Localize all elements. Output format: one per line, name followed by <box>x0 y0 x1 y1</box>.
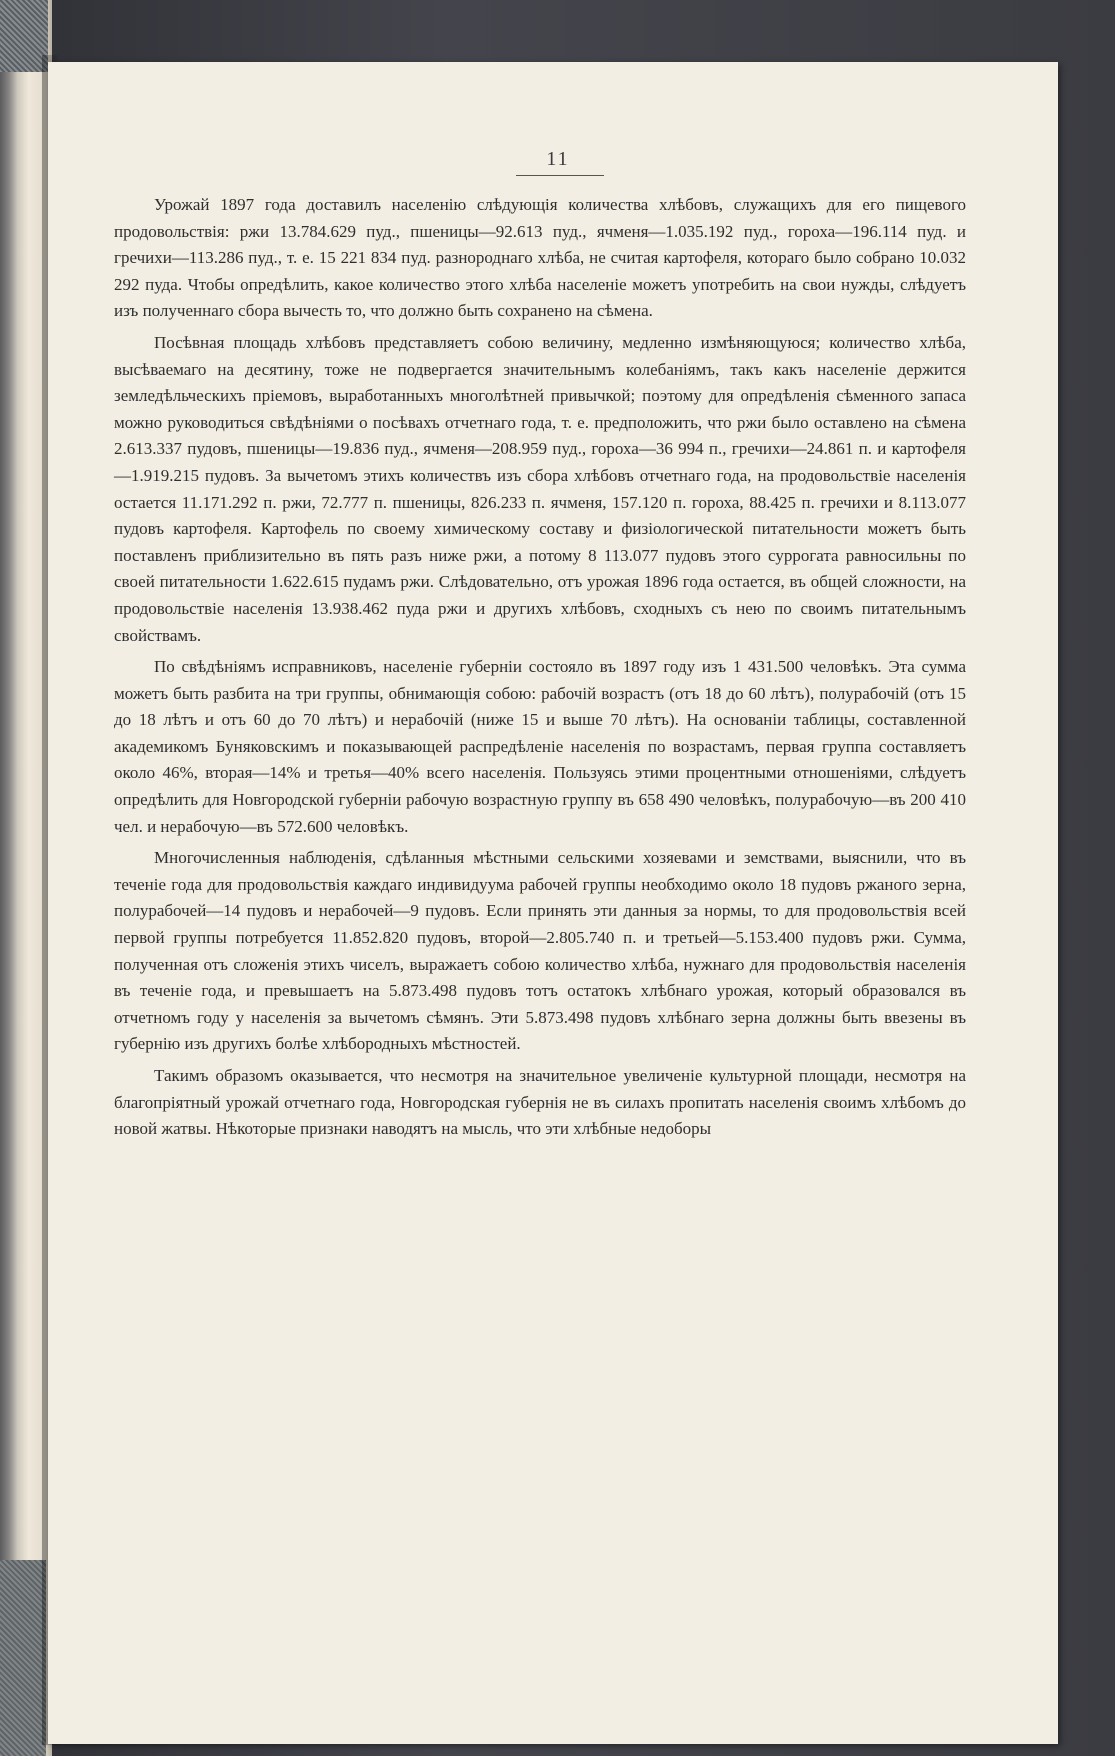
binding-cloth-top <box>0 0 48 72</box>
binding-cloth-bottom <box>0 1560 46 1756</box>
book-page <box>48 62 1058 1744</box>
page-number-rule <box>516 175 604 176</box>
paragraph-conclusion: Такимъ образомъ оказывается, что несмотря на значительное увеличеніе культурной площади, несмотря на благопріятный урожай отчетнаго года, Новгородская губернія не въ силахъ пропитать населенія своимъ хлѣбомъ до новой жатвы. Нѣкоторые признаки наводятъ на мысль, что эти хлѣбные недоборы <box>114 1066 966 1139</box>
page-number: 11 <box>546 148 570 170</box>
paragraph-population: По свѣдѣніямъ исправниковъ, населеніе губерніи состояло въ 1897 году изъ 1 431.500 человѣкъ. Эта сумма можетъ быть разбита на три группы, обнимающія собою: рабочій возрастъ (отъ 18 до 60 лѣтъ), полурабочій (отъ 15 до 18 лѣтъ и отъ 60 до 70 лѣтъ) и нерабочій (ниже 15 и выше 70 лѣтъ). На основаніи таблицы, составленной академикомъ Буняковскимъ и показывающей распредѣленіе населенія по возрастамъ, первая группа составляетъ около 46%, вторая—14% и третья—40% всего населенія. Пользуясь этими процентными отношеніями, слѣдуетъ опредѣлить для Новгородской губерніи рабочую возрастную группу въ 658 490 человѣкъ, полурабочую—въ 200 410 чел. и нерабочую—въ 572.600 человѣкъ. <box>114 657 966 836</box>
paragraph-consumption-norms: Многочисленныя наблюденія, сдѣланныя мѣстными сельскими хозяевами и земствами, выяснили, что въ теченіе года для продовольствія каждаго индивидуума рабочей группы необходимо около 18 пудовъ ржаного зерна, полурабочей—14 пудовъ и нерабочей—9 пудовъ. Если принять эти данныя за нормы, то для продовольствія всей первой группы потребуется 11.852.820 пудовъ, второй—2.805.740 п. и третьей—5.153.400 пудовъ ржи. Сумма, полученная отъ сложенія этихъ чиселъ, выражаетъ собою количество хлѣба, нужнаго для продовольствія населенія въ теченіе года, и превышаетъ на 5.873.498 пудовъ тотъ остатокъ хлѣбнаго урожая, который образовался въ отчетномъ году у населенія за вычетомъ сѣмянъ. Эти 5.873.498 пудовъ хлѣбнаго зерна должны быть ввезены въ губернію изъ другихъ болѣе хлѣбородныхъ мѣстностей. <box>114 848 966 1054</box>
body-text <box>114 192 966 1148</box>
paragraph-harvest: Урожай 1897 года доставилъ населенію слѣдующія количества хлѣбовъ, служащихъ для его пищевого продовольствія: ржи 13.784.629 пуд., пшеницы—92.613 пуд., ячменя—1.035.192 пуд., гороха—196.114 пуд. и гречихи—113.286 пуд., т. е. 15 221 834 пуд. разнороднаго хлѣба, не считая картофеля, котораго было собрано 10.032 292 пуда. Чтобы опредѣлить, какое количество этого хлѣба населеніе можетъ употребить на свои нужды, слѣдуетъ изъ полученнаго сбора вычесть то, что должно быть сохранено на сѣмена. <box>114 195 966 321</box>
paragraph-sowing-area: Посѣвная площадь хлѣбовъ представляетъ собою величину, медленно измѣняющуюся; количество хлѣба, высѣваемаго на десятину, тоже не подвергается значительнымъ колебаніямъ, такъ какъ населеніе держится земледѣльческихъ пріемовъ, выработанныхъ многолѣтней привычкой; поэтому для опредѣленія сѣменного запаса можно руководиться свѣдѣніями о посѣвахъ отчетнаго года, т. е. предположить, что ржи было оставлено на сѣмена 2.613.337 пудовъ, пшеницы—19.836 пуд., ячменя—208.959 пуд., гороха—36 994 п., гречихи—24.861 п. и картофеля—1.919.215 пудовъ. За вычетомъ этихъ количествъ изъ сбора хлѣбовъ отчетнаго года, на продовольствіе населенія остается 11.171.292 п. ржи, 72.777 п. пшеницы, 826.233 п. ячменя, 157.120 п. гороха, 88.425 п. гречихи и 8.113.077 пудовъ картофеля. Картофель по своему химическому составу и физіологической питательности можетъ быть поставленъ приблизительно въ пять разъ ниже ржи, а потому 8 113.077 пудовъ этого суррогата равносильны по своей питательности 1.622.615 пудамъ ржи. Слѣдовательно, отъ урожая 1896 года остается, въ общей сложности, на продовольствіе населенія 13.938.462 пуда ржи и другихъ хлѣбовъ, сходныхъ съ нею по своимъ питательнымъ свойствамъ. <box>114 332 966 645</box>
